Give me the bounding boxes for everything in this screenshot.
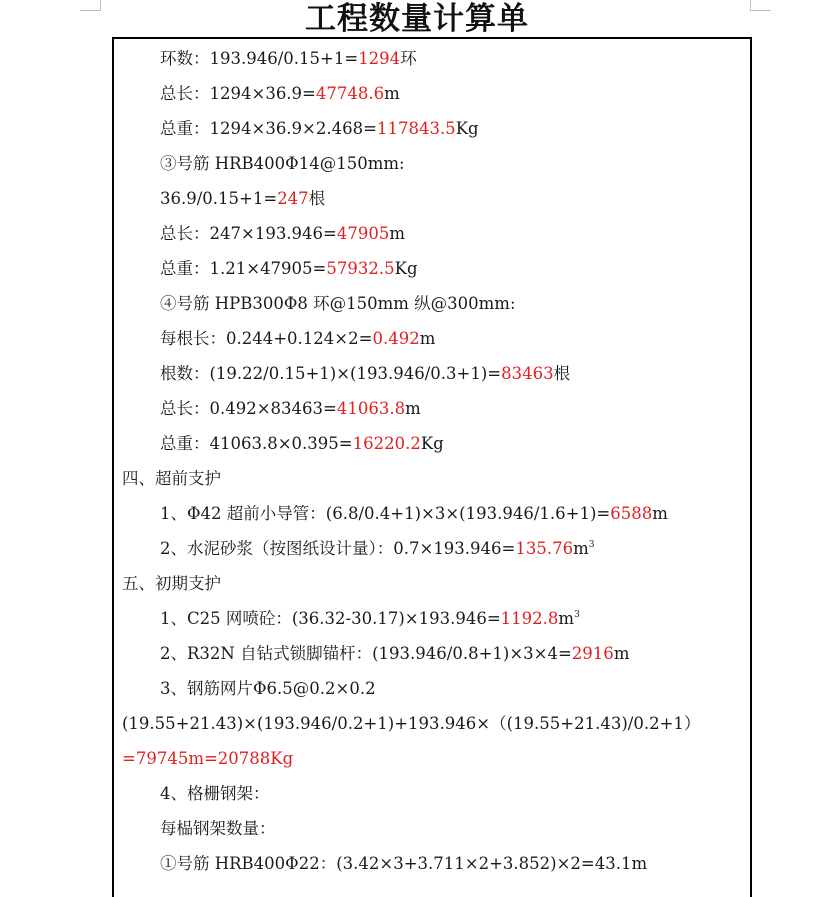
calc-unit: Kg	[394, 259, 418, 278]
calc-unit: 环	[400, 49, 417, 68]
calc-expression: 根数：(19.22/0.15+1)×(193.946/0.3+1)=	[160, 364, 502, 383]
calc-result: 247	[277, 189, 309, 208]
calc-result: 117843.5	[376, 119, 456, 138]
calc-line	[122, 714, 700, 734]
calc-expression: 36.9/0.15+1=	[160, 189, 278, 208]
calc-expression: 环数：193.946/0.15+1=	[160, 49, 359, 68]
calc-unit: 根	[308, 189, 326, 208]
calc-result: 1294	[358, 49, 401, 68]
calc-line	[122, 749, 293, 769]
calc-line	[160, 784, 270, 804]
calc-line	[160, 294, 516, 314]
calc-result: 41063.8	[336, 399, 406, 418]
calc-unit: m	[389, 224, 406, 243]
calc-line	[160, 329, 435, 349]
calc-line	[160, 644, 629, 664]
calc-expression: 总重：1294×36.9×2.468=	[160, 119, 377, 138]
calc-unit: m	[558, 609, 575, 628]
calc-unit: 根	[553, 364, 571, 383]
calc-result: 1192.8	[500, 609, 559, 628]
calc-expression: 2、R32N 自钻式锁脚锚杆：(193.946/0.8+1)×3×4=	[160, 644, 572, 663]
calc-expression: 2、水泥砂浆（按图纸设计量）：0.7×193.946=	[160, 539, 516, 558]
calc-expression: 每榀钢架数量：	[160, 819, 276, 838]
calc-result: 0.492	[372, 329, 420, 348]
calc-expression: 1、C25 网喷砼：(36.32-30.17)×193.946=	[160, 609, 501, 628]
calc-line	[122, 469, 221, 489]
calc-result: 83463	[501, 364, 554, 383]
calc-expression: 总重：1.21×47905=	[160, 259, 327, 278]
calc-result: =79745m=20788Kg	[122, 749, 294, 768]
calc-expression: ④号筋 HPB300Φ8 环@150mm 纵@300mm:	[160, 294, 516, 313]
calc-result: 135.76	[515, 539, 574, 558]
calc-line	[160, 189, 325, 209]
calc-result: 47905	[336, 224, 390, 243]
calc-line	[160, 259, 418, 279]
calc-line	[160, 119, 479, 139]
calc-expression: 每根长：0.244+0.124×2=	[160, 329, 373, 348]
unit-exponent: 3	[588, 540, 595, 550]
calc-expression: 总长：247×193.946=	[160, 224, 337, 243]
calc-line	[160, 364, 570, 384]
calc-line	[160, 854, 647, 874]
calc-unit: m	[573, 539, 589, 558]
calc-expression: (19.55+21.43)×(193.946/0.2+1)+193.946×（(19.55+21.43)/0.2+1）	[122, 714, 701, 733]
calc-expression: 总长：0.492×83463=	[160, 399, 337, 418]
calc-expression: 总长：1294×36.9=	[160, 84, 316, 103]
calc-line	[160, 434, 444, 454]
calc-result: 16220.2	[352, 434, 421, 453]
calc-result: 57932.5	[326, 259, 395, 278]
calc-expression: ③号筋 HRB400Φ14@150mm:	[160, 154, 405, 173]
calc-unit: m	[652, 504, 668, 523]
calc-line	[160, 504, 668, 524]
calc-result: 47748.6	[315, 84, 385, 103]
calc-line	[160, 679, 376, 699]
calc-line	[160, 224, 405, 244]
calc-unit: m	[384, 84, 400, 103]
calc-expression: 四、超前支护	[122, 469, 221, 488]
calc-unit: m	[405, 399, 421, 418]
calc-line	[160, 539, 595, 559]
calc-unit: m	[613, 644, 630, 663]
calc-expression: 总重：41063.8×0.395=	[160, 434, 353, 453]
calc-expression: 4、格栅钢架：	[160, 784, 270, 803]
calc-line	[160, 399, 421, 419]
calc-line	[160, 154, 405, 174]
calc-expression: 五、初期支护	[122, 574, 221, 593]
calc-line	[160, 84, 400, 104]
calc-expression: 3、钢筋网片Φ6.5@0.2×0.2	[160, 679, 376, 698]
calc-unit: Kg	[455, 119, 479, 138]
calc-line	[160, 609, 580, 629]
calc-line	[122, 574, 221, 594]
calc-expression: 1、Φ42 超前小导管：(6.8/0.4+1)×3×(193.946/1.6+1)=	[160, 504, 611, 523]
calc-line	[160, 819, 276, 839]
calc-result: 2916	[571, 644, 614, 663]
calc-line	[160, 49, 417, 69]
calc-expression: ①号筋 HRB400Φ22：(3.42×3+3.711×2+3.852)×2=43.1m	[160, 854, 648, 873]
calc-unit: m	[419, 329, 436, 348]
unit-exponent: 3	[574, 610, 580, 620]
calc-result: 6588	[610, 504, 653, 523]
page-title: 工程数量计算单	[305, 1, 529, 37]
calc-unit: Kg	[420, 434, 444, 453]
